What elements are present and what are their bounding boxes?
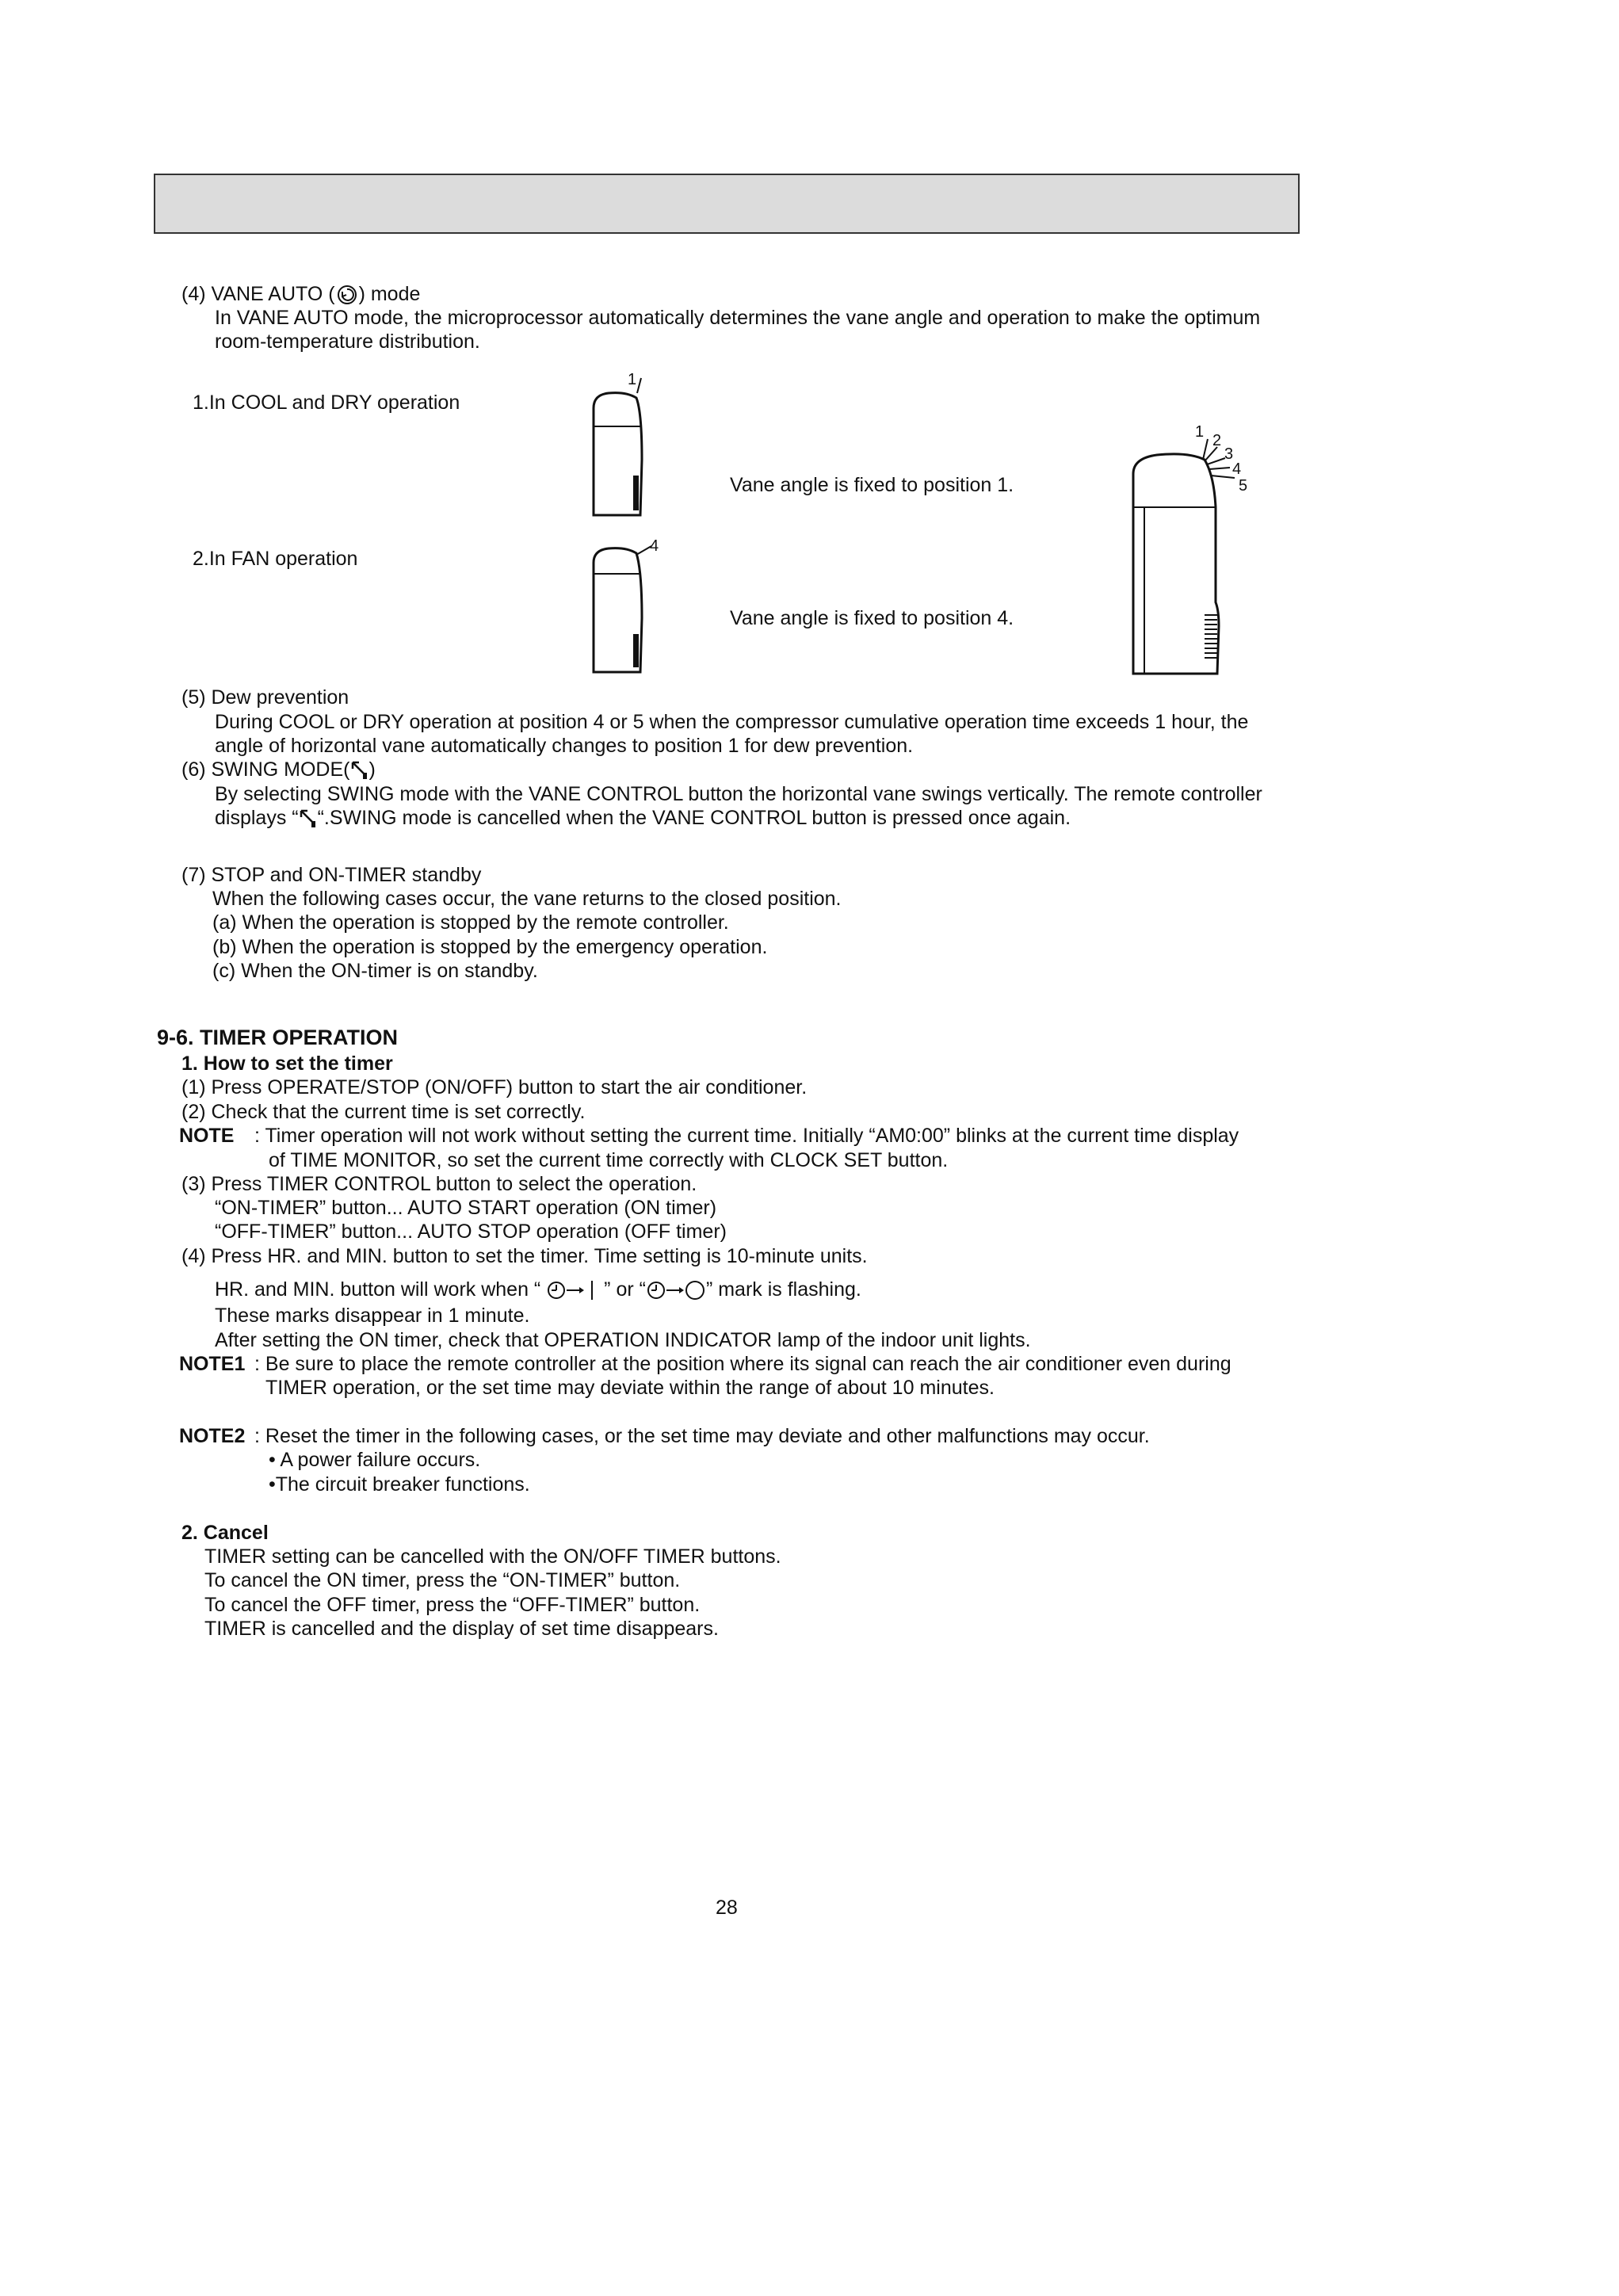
swing-icon xyxy=(350,760,369,781)
note2-bullet2: •The circuit breaker functions. xyxy=(269,1473,530,1496)
position-mark-1: 1 xyxy=(1195,423,1205,441)
swing-heading: (6) SWING MODE( ) xyxy=(181,758,376,781)
unit-diagram-fan xyxy=(586,539,666,682)
timer-step2: (2) Check that the current time is set correctly. xyxy=(181,1101,586,1123)
note1-line2: TIMER operation, or the set time may deviate within the range of about 10 minutes. xyxy=(265,1377,995,1399)
after-setting-line: After setting the ON timer, check that OPERATION INDICATOR lamp of the indoor unit lights. xyxy=(215,1329,1031,1351)
fan-label: 2.In FAN operation xyxy=(193,548,358,570)
note1-label: NOTE1 xyxy=(179,1353,246,1375)
note-label: NOTE xyxy=(179,1125,235,1147)
fan-position-mark: 4 xyxy=(650,537,659,555)
cancel-line1: TIMER setting can be cancelled with the ON/OFF TIMER buttons. xyxy=(204,1545,781,1568)
note2-bullet1: • A power failure occurs. xyxy=(269,1449,481,1471)
off-timer-mark-icon xyxy=(646,1278,706,1302)
position-mark-5: 5 xyxy=(1239,477,1248,495)
timer-step4: (4) Press HR. and MIN. button to set the timer. Time setting is 10-minute units. xyxy=(181,1245,868,1267)
cool-dry-label: 1.In COOL and DRY operation xyxy=(193,392,460,414)
vane-auto-icon xyxy=(335,283,359,307)
header-bar xyxy=(154,174,1300,234)
position-mark-4: 4 xyxy=(1232,460,1242,478)
swing-line1: By selecting SWING mode with the VANE CONTROL button the horizontal vane swings vertically. The remote controller xyxy=(215,783,1262,805)
unit-diagram-cool xyxy=(586,365,666,523)
timer-step3: (3) Press TIMER CONTROL button to select the operation. xyxy=(181,1173,697,1195)
dew-heading: (5) Dew prevention xyxy=(181,686,349,709)
cancel-line2: To cancel the ON timer, press the “ON-TIMER” button. xyxy=(204,1569,681,1591)
page-number: 28 xyxy=(716,1897,738,1919)
note-line1: : Timer operation will not work without setting the current time. Initially “AM0:00” blinks at the current time display xyxy=(254,1125,1239,1147)
timer-step1: (1) Press OPERATE/STOP (ON/OFF) button to start the air conditioner. xyxy=(181,1076,808,1098)
vane-auto-line1: In VANE AUTO mode, the microprocessor automatically determines the vane angle and operation to make the optimum xyxy=(215,307,1261,329)
on-timer-line: “ON-TIMER” button... AUTO START operation (ON timer) xyxy=(215,1197,717,1219)
fixed-pos1-text: Vane angle is fixed to position 1. xyxy=(730,474,1014,496)
stop-item-b: (b) When the operation is stopped by the emergency operation. xyxy=(212,936,768,958)
stop-item-c: (c) When the ON-timer is on standby. xyxy=(212,960,538,982)
marks-disappear: These marks disappear in 1 minute. xyxy=(215,1305,530,1327)
swing-icon-inline xyxy=(299,808,318,829)
set-timer-subtitle: 1. How to set the timer xyxy=(181,1052,393,1075)
dew-line2: angle of horizontal vane automatically changes to position 1 for dew prevention. xyxy=(215,735,914,757)
note-line2: of TIME MONITOR, so set the current time correctly with CLOCK SET button. xyxy=(269,1149,949,1171)
stop-line1: When the following cases occur, the vane returns to the closed position. xyxy=(212,888,842,910)
cancel-line4: TIMER is cancelled and the display of set time disappears. xyxy=(204,1618,719,1640)
timer-title: 9-6. TIMER OPERATION xyxy=(157,1026,399,1049)
vane-auto-heading: (4) VANE AUTO ( ) mode xyxy=(181,282,420,307)
stop-heading: (7) STOP and ON-TIMER standby xyxy=(181,864,482,886)
note1-line1: : Be sure to place the remote controller at the position where its signal can reach the air conditioner even during xyxy=(254,1353,1231,1375)
vane-auto-line2: room-temperature distribution. xyxy=(215,330,480,353)
note2-line1: : Reset the timer in the following cases, or the set time may deviate and other malfunctions may occur. xyxy=(254,1425,1150,1447)
note2-label: NOTE2 xyxy=(179,1425,246,1447)
stop-item-a: (a) When the operation is stopped by the remote controller. xyxy=(212,911,729,934)
position-mark-3: 3 xyxy=(1224,445,1234,463)
on-timer-mark-icon xyxy=(546,1278,598,1302)
cancel-line3: To cancel the OFF timer, press the “OFF-TIMER” button. xyxy=(204,1594,701,1616)
swing-line2: displays “ “.SWING mode is cancelled when the VANE CONTROL button is pressed once again. xyxy=(215,807,1071,829)
fixed-pos4-text: Vane angle is fixed to position 4. xyxy=(730,607,1014,629)
off-timer-line: “OFF-TIMER” button... AUTO STOP operation (OFF timer) xyxy=(215,1221,727,1243)
cool-position-mark: 1 xyxy=(628,371,637,388)
position-mark-2: 2 xyxy=(1212,432,1222,449)
hr-min-line: HR. and MIN. button will work when “ ” or “ ” mark is flashing. xyxy=(215,1278,861,1302)
cancel-subtitle: 2. Cancel xyxy=(181,1522,269,1544)
dew-line1: During COOL or DRY operation at position 4 or 5 when the compressor cumulative operation time exceeds 1 hour, the xyxy=(215,711,1249,733)
